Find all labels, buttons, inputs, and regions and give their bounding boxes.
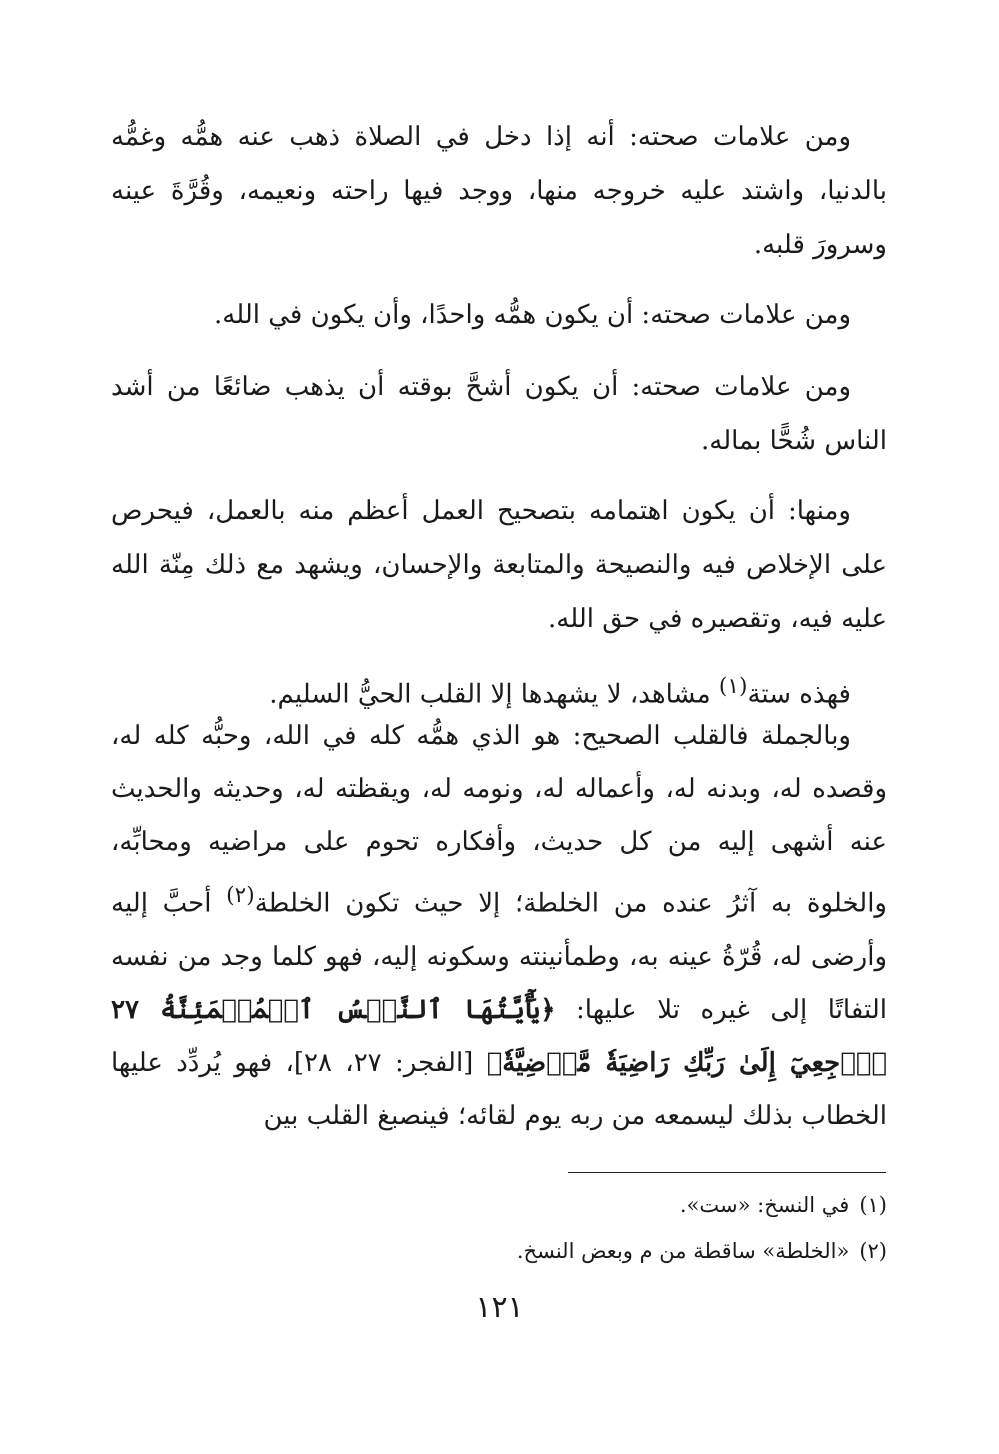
paragraph-text: ومن علامات صحته: أن يكون أشحَّ بوقته أن يذهب ضائعًا من أشد الناس شُحًّا بماله. (111, 372, 887, 456)
paragraph (111, 110, 887, 272)
paragraph-text: ومن علامات صحته: أن يكون همُّه واحدًا، وأن يكون في الله. (214, 300, 851, 330)
quran-verse: ﴿يَٰٓأَيَّتُهَا ٱلنَّفۡسُ ٱلۡمُطۡمَئِنَّةُ ٢٧ ٱرۡجِعِيٓ إِلَىٰ رَبِّكِ رَاضِيَةٗ مَّرۡضِيَّةٗ﴾ (111, 994, 888, 1078)
paragraph (111, 710, 887, 1143)
paragraph (111, 484, 887, 646)
page-number: ١٢١ (475, 1290, 524, 1325)
footnote-number: (١) (859, 1193, 887, 1217)
footnote-text: «الخلطة» ساقطة من م وبعض النسخ. (516, 1239, 850, 1263)
footnote-divider (568, 1172, 886, 1173)
paragraph-text: فهذه ستة (747, 679, 851, 710)
footnote (187, 1190, 887, 1220)
paragraph-text: فهو يُردِّد عليها الخطاب بذلك ليسمعه من ربه يوم لقائه؛ فينصبغ القلب بين (111, 1047, 887, 1131)
paragraph (111, 360, 887, 468)
footnote-text: في النسخ: «ست». (679, 1193, 850, 1217)
footnote-ref[interactable]: (١) (718, 674, 748, 699)
paragraph-text: أحبَّ إليه وأرضى له، قُرّةُ عينه به، وطمأنينته وسكونه إليه، فهو كلما وجد من نفسه التفاتًا إلى غيره تلا عليها: (111, 888, 887, 1025)
paragraph-text: مشاهد، لا يشهدها إلا القلب الحيُّ السليم. (269, 679, 719, 710)
footnote-ref[interactable]: (٢) (226, 883, 255, 908)
footnote (187, 1236, 887, 1266)
paragraph-text: وبالجملة فالقلب الصحيح: هو الذي همُّه كله في الله، وحبُّه كله له، وقصده له، وبدنه له، وأعماله له، ونومه له، ويقظته له، وحديثه والحديث عنه أشهى إليه من كل حديث، وأفكاره تحوم على مراضيه ومحابِّه، والخلوة به آثرُ عنده من الخلطة؛ إلا حيث تكون الخلطة (111, 721, 887, 919)
paragraph (111, 288, 887, 342)
verse-citation: [الفجر: ٢٧، ٢٨]، (285, 1047, 487, 1078)
footnote-number: (٢) (859, 1239, 887, 1263)
paragraph-text: ومنها: أن يكون اهتمامه بتصحيح العمل أعظم منه بالعمل، فيحرص على الإخلاص فيه والنصيحة والمتابعة والإحسان، ويشهد مع ذلك مِنّة الله عليه فيه، وتقصيره في حق الله. (111, 496, 887, 634)
paragraph-text: ومن علامات صحته: أنه إذا دخل في الصلاة ذهب عنه همُّه وغمُّه بالدنيا، واشتد عليه خروجه منها، ووجد فيها راحته ونعيمه، وقُرَّةَ عينه وسرورَ قلبه. (111, 122, 887, 260)
